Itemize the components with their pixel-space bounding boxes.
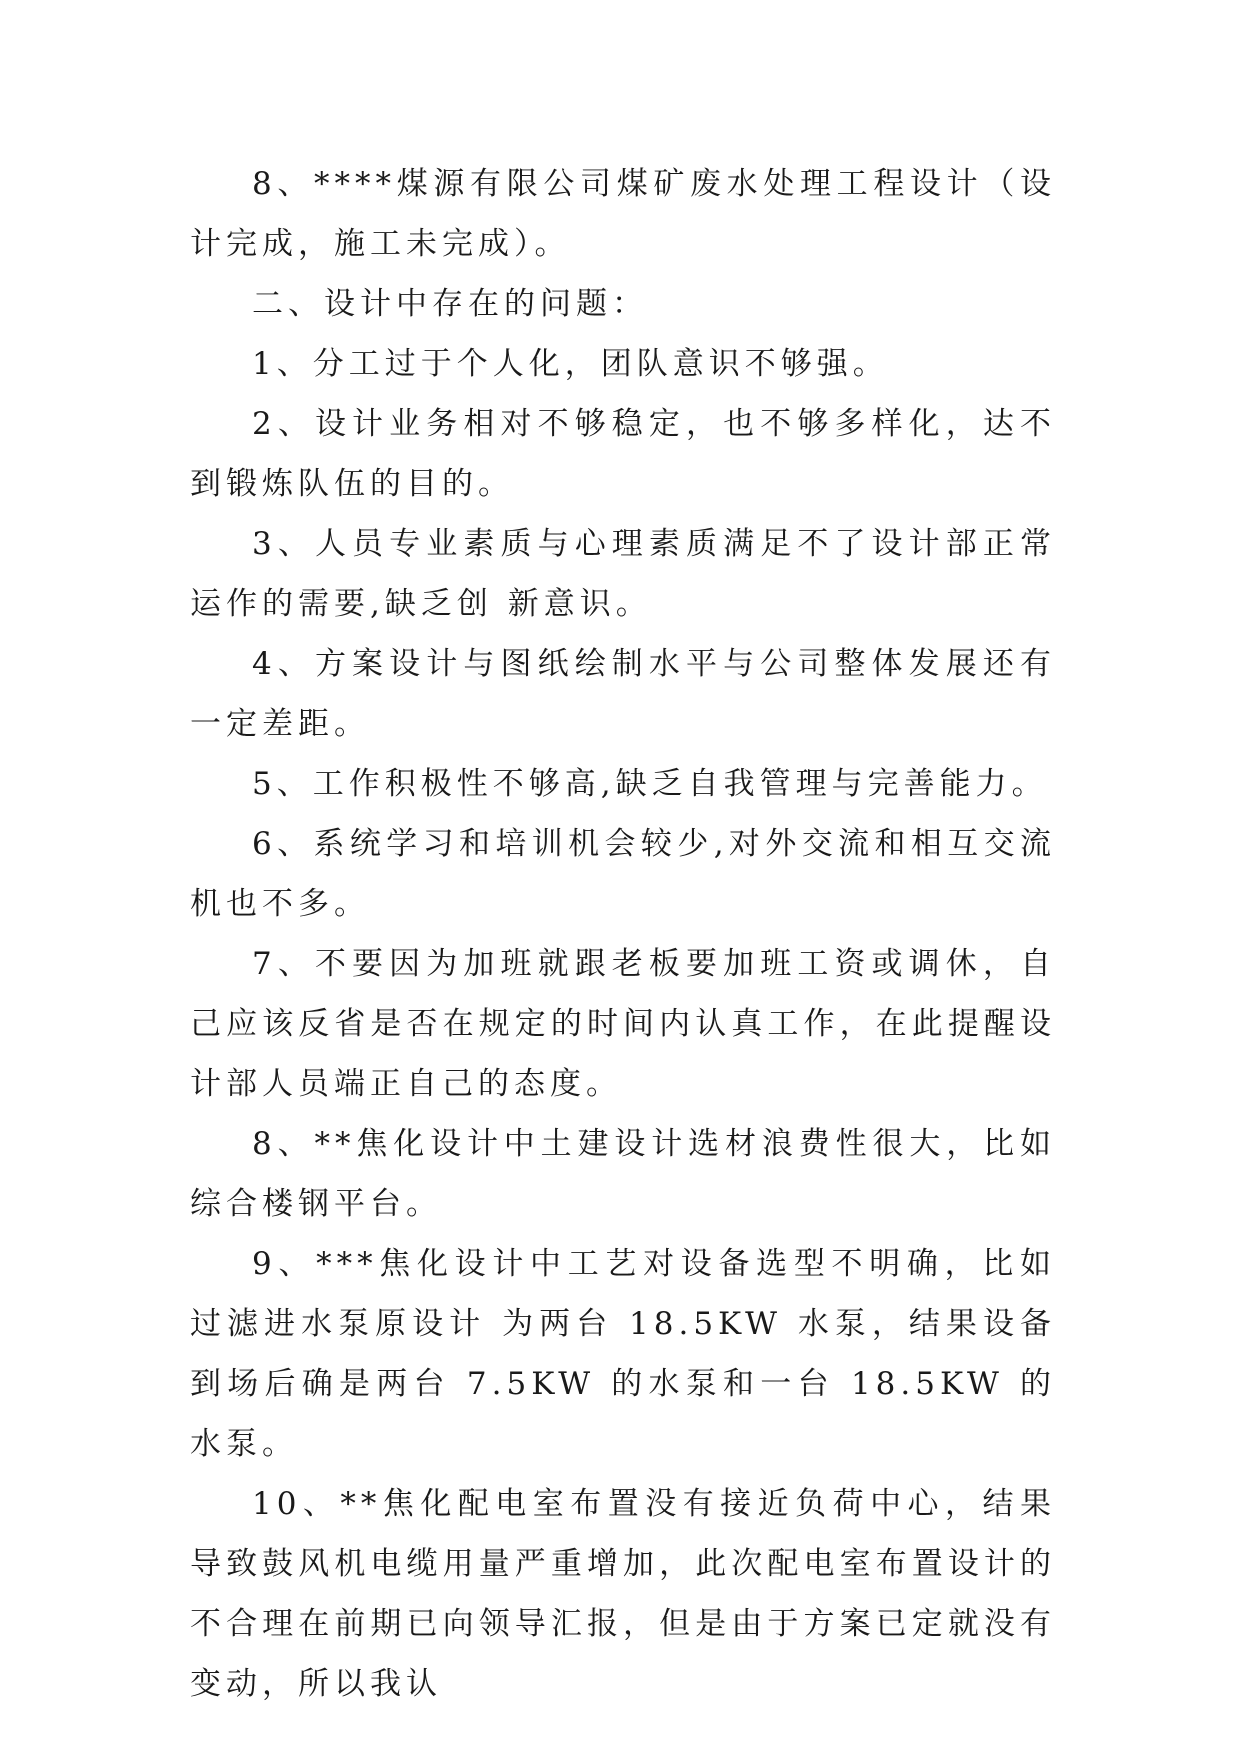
document-body (190, 154, 1056, 1714)
problem-item-5: 5、工作积极性不够高,缺乏自我管理与完善能力。 (252, 766, 1048, 802)
section-heading-design-problems: 二、设计中存在的问题： (252, 286, 648, 322)
problem-item-4: 4、方案设计与图纸绘制水平与公司整体发展还有一定差距。 (190, 646, 1056, 742)
problem-item-2: 2、设计业务相对不够稳定，也不够多样化，达不到锻炼队伍的目的。 (190, 406, 1056, 502)
problem-item-7: 7、不要因为加班就跟老板要加班工资或调休，自己应该反省是否在规定的时间内认真工作，在此提醒设计部人员端正自己的态度。 (190, 946, 1056, 1102)
problem-item-8: 8、**焦化设计中土建设计选材浪费性很大，比如综合楼钢平台。 (190, 1126, 1056, 1222)
problem-item-1: 1、分工过于个人化，团队意识不够强。 (252, 346, 889, 382)
paragraph-item-8-coal-wastewater: 8、****煤源有限公司煤矿废水处理工程设计（设计完成，施工未完成）。 (190, 166, 1056, 262)
problem-item-9: 9、***焦化设计中工艺对设备选型不明确，比如过滤进水泵原设计 为两台 18.5KW 水泵，结果设备到场后确是两台 7.5KW 的水泵和一台 18.5KW 的水泵。 (190, 1246, 1056, 1462)
problem-item-10: 10、**焦化配电室布置没有接近负荷中心，结果导致鼓风机电缆用量严重增加，此次配电室布置设计的不合理在前期已向领导汇报，但是由于方案已定就没有变动，所以我认 (190, 1486, 1056, 1702)
problem-item-3: 3、人员专业素质与心理素质满足不了设计部正常运作的需要,缺乏创 新意识。 (190, 526, 1056, 622)
problem-item-6: 6、系统学习和培训机会较少,对外交流和相互交流机也不多。 (190, 826, 1056, 922)
